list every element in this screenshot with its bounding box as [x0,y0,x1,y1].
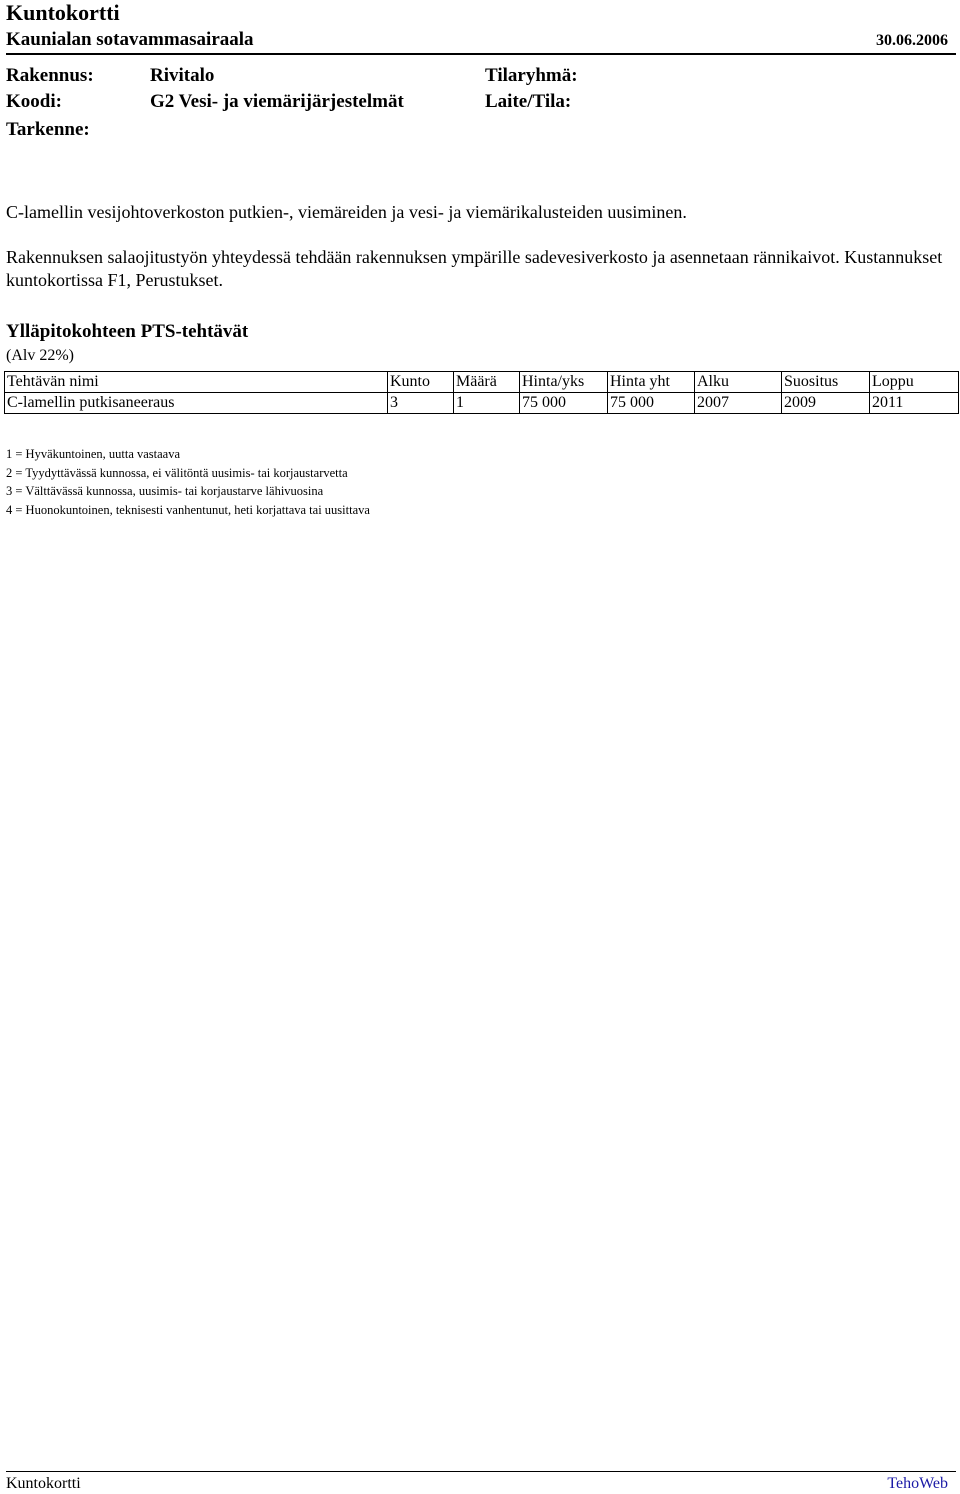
column-header: Tehtävän nimi [5,372,388,393]
pts-task-table [4,371,959,414]
column-header: Hinta/yks [520,372,608,393]
laite-tila-label: Laite/Tila: [485,91,572,112]
total-price-cell: 75 000 [608,393,695,414]
tarkenne-label: Tarkenne: [6,119,90,140]
footer-divider [6,1471,956,1472]
legend-item: 1 = Hyväkuntoinen, uutta vastaava [6,447,181,461]
koodi-value: G2 Vesi- ja viemärijärjestelmät [150,91,404,112]
legend-item: 2 = Tyydyttävässä kunnossa, ei välitöntä uusimis- tai korjaustarvetta [6,465,348,480]
column-header: Alku [695,372,782,393]
legend-item: 3 = Välttävässä kunnossa, uusimis- tai korjaustarve lähivuosina [6,484,324,499]
rakennus-value: Rivitalo [150,65,215,86]
tilaryhma-label: Tilaryhmä: [485,65,578,86]
tehoweb-link[interactable]: TehoWeb [887,1475,948,1492]
page-title: Kuntokortti [6,0,120,25]
table-row [5,393,959,414]
legend-item: 4 = Huonokuntoinen, teknisesti vanhentunut, heti korjattava tai uusittava [6,502,370,517]
rakennus-label: Rakennus: [6,65,94,86]
end-year-cell: 2011 [870,393,959,414]
condition-cell: 3 [388,393,454,414]
report-date: 30.06.2006 [876,32,948,49]
start-year-cell: 2007 [695,393,782,414]
task-name-cell: C-lamellin putkisaneeraus [5,393,388,414]
description-paragraph: Rakennuksen salaojitustyön yhteydessä tehdään rakennuksen ympärille sadevesiverkosto ja asennetaan rännikaivot. Kustannukset kuntokortissa F1, Perustukset. [6,247,943,290]
column-header: Määrä [454,372,520,393]
table-header-row [5,372,959,393]
quantity-cell: 1 [454,393,520,414]
column-header: Kunto [388,372,454,393]
vat-note: (Alv 22%) [6,347,74,364]
description-paragraph: C-lamellin vesijohtoverkoston putkien-, viemäreiden ja vesi- ja viemärikalusteiden uusiminen. [6,202,687,222]
column-header: Loppu [870,372,959,393]
koodi-label: Koodi: [6,91,62,112]
condition-legend [6,445,370,519]
section-title: Ylläpitokohteen PTS-tehtävät [6,321,249,342]
column-header: Hinta yht [608,372,695,393]
footer-label: Kuntokortti [6,1475,81,1492]
unit-price-cell: 75 000 [520,393,608,414]
building-name: Kaunialan sotavammasairaala [6,29,254,50]
header-divider [6,53,956,55]
recommended-year-cell: 2009 [782,393,870,414]
column-header: Suositus [782,372,870,393]
